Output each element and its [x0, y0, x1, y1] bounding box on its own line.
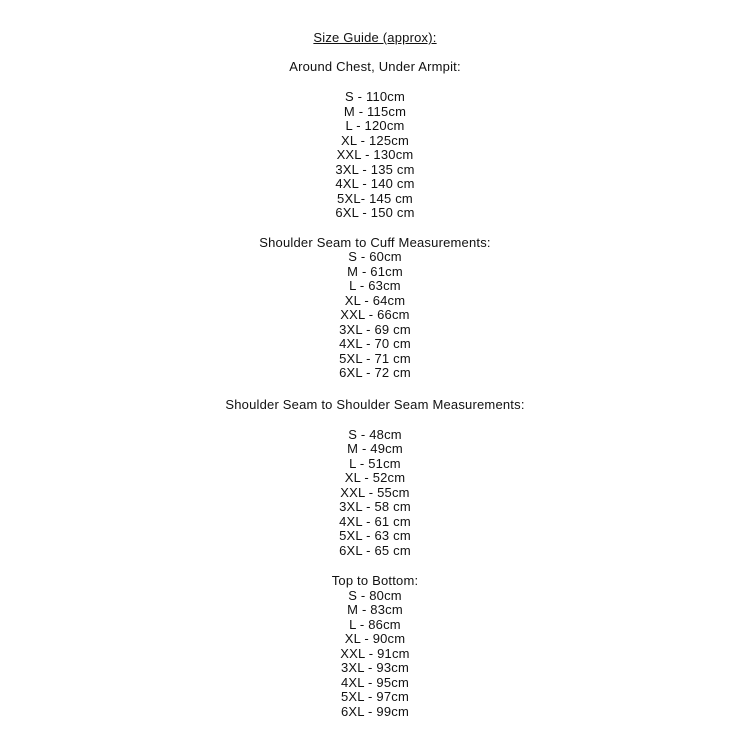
sleeve-row-l: L - 63cm — [349, 278, 401, 293]
shoulders-row-5xl: 5XL - 63 cm — [339, 528, 411, 543]
sleeve-row-4xl: 4XL - 70 cm — [339, 336, 411, 351]
shoulders-row-6xl: 6XL - 65 cm — [339, 543, 411, 558]
sleeve-row-5xl: 5XL - 71 cm — [339, 351, 411, 366]
section-heading-length: Top to Bottom: — [331, 573, 419, 588]
length-row-l: L - 86cm — [349, 617, 401, 632]
sleeve-row-xl: XL - 64cm — [344, 293, 406, 308]
shoulders-row-xl: XL - 52cm — [344, 470, 406, 485]
section-heading-shoulders: Shoulder Seam to Shoulder Seam Measurements: — [225, 397, 525, 412]
sleeve-row-m: M - 61cm — [347, 264, 403, 279]
shoulders-row-3xl: 3XL - 58 cm — [339, 499, 411, 514]
chest-row-6xl: 6XL - 150 cm — [335, 205, 415, 220]
chest-row-3xl: 3XL - 135 cm — [335, 162, 415, 177]
length-row-s: S - 80cm — [348, 588, 402, 603]
chest-row-5xl: 5XL- 145 cm — [337, 191, 413, 206]
sleeve-row-3xl: 3XL - 69 cm — [339, 322, 411, 337]
chest-row-s: S - 110cm — [344, 89, 406, 104]
length-row-6xl: 6XL - 99cm — [341, 704, 409, 719]
section-heading-sleeve: Shoulder Seam to Cuff Measurements: — [259, 235, 491, 250]
shoulders-row-s: S - 48cm — [348, 427, 402, 442]
chest-row-xl: XL - 125cm — [341, 133, 409, 148]
sleeve-row-s: S - 60cm — [348, 249, 402, 264]
chest-row-l: L - 120cm — [345, 118, 405, 133]
length-row-xxl: XXL - 91cm — [340, 646, 410, 661]
shoulders-row-l: L - 51cm — [349, 456, 401, 471]
chest-row-m: M - 115cm — [343, 104, 407, 119]
section-heading-chest: Around Chest, Under Armpit: — [289, 59, 461, 74]
shoulders-row-m: M - 49cm — [347, 441, 403, 456]
chest-row-xxl: XXL - 130cm — [336, 147, 414, 162]
length-row-5xl: 5XL - 97cm — [341, 689, 409, 704]
length-row-4xl: 4XL - 95cm — [341, 675, 409, 690]
length-row-xl: XL - 90cm — [344, 631, 406, 646]
shoulders-row-xxl: XXL - 55cm — [340, 485, 410, 500]
length-row-3xl: 3XL - 93cm — [341, 660, 409, 675]
sleeve-row-xxl: XXL - 66cm — [340, 307, 410, 322]
sleeve-row-6xl: 6XL - 72 cm — [339, 365, 411, 380]
shoulders-row-4xl: 4XL - 61 cm — [339, 514, 411, 529]
chest-row-4xl: 4XL - 140 cm — [335, 176, 415, 191]
length-row-m: M - 83cm — [347, 602, 403, 617]
size-guide-title: Size Guide (approx): — [313, 30, 437, 45]
